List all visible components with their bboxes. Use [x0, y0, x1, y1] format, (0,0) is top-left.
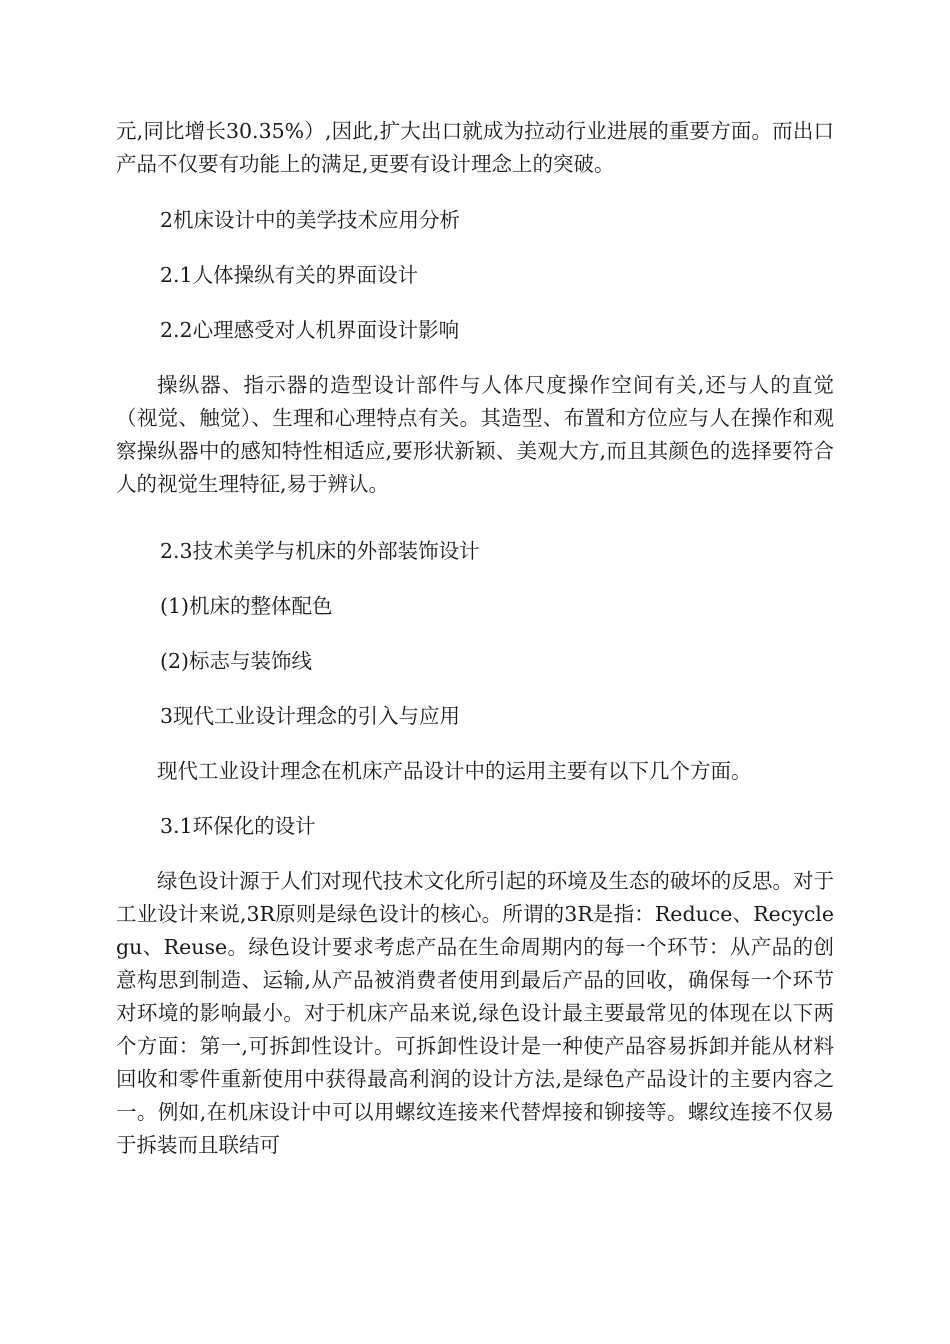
- section-3-paragraph: 现代工业设计理念在机床产品设计中的运用主要有以下几个方面。: [157, 759, 752, 783]
- section-3-heading: 3现代工业设计理念的引入与应用: [160, 704, 461, 728]
- intro-continued-paragraph: 元,同比增长30.35%）,因此,扩大出口就成为拉动行业进展的重要方面。而出口产品不仅要有功能上的满足,更要有设计理念上的突破。: [116, 119, 834, 176]
- section-2-3-heading: 2.3技术美学与机床的外部装饰设计: [160, 539, 480, 563]
- section-2-3-item-2-heading: (2)标志与装饰线: [160, 649, 313, 673]
- section-2-3-item-1-heading: (1)机床的整体配色: [160, 594, 333, 618]
- section-2-2-paragraph: 操纵器、指示器的造型设计部件与人体尺度操作空间有关,还与人的直觉（视觉、触觉）、生理和心理特点有关。其造型、布置和方位应与人在操作和观察操纵器中的感知特性相适应,要形状新颖、美观大方,而且其颜色的选择要符合人的视觉生理特征,易于辨认。: [116, 373, 834, 496]
- section-2-heading: 2机床设计中的美学技术应用分析: [160, 208, 461, 232]
- section-2-1-heading: 2.1人体操纵有关的界面设计: [160, 263, 419, 287]
- section-3-1-heading: 3.1环保化的设计: [160, 814, 316, 838]
- section-2-2-heading: 2.2心理感受对人机界面设计影响: [160, 318, 460, 342]
- section-3-1-paragraph: 绿色设计源于人们对现代技术文化所引起的环境及生态的破坏的反思。对于工业设计来说,3R原则是绿色设计的核心。所谓的3R是指：Reduce、Recyclegu、Reuse。绿色设计要求考虑产品在生命周期内的每一个环节：从产品的创意构思到制造、运输,从产品被消费者使用到最后产品的回收，确保每一个环节对环境的影响最小。对于机床产品来说,绿色设计最主要最常见的体现在以下两个方面：第一,可拆卸性设计。可拆卸性设计是一种使产品容易拆卸并能从材料回收和零件重新使用中获得最高利润的设计方法,是绿色产品设计的主要内容之一。例如,在机床设计中可以用螺纹连接来代替焊接和铆接等。螺纹连接不仅易于拆装而且联结可: [116, 869, 834, 1157]
